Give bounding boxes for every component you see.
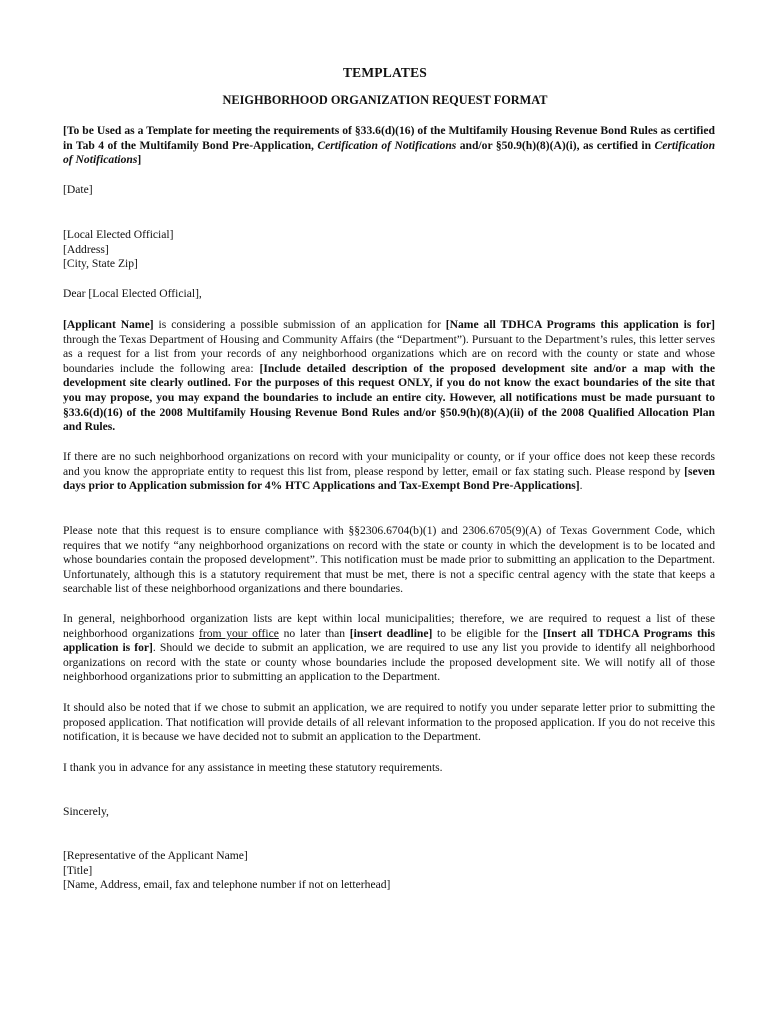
paragraph-lists (63, 612, 715, 685)
p4-text-1: In general, neighborhood organization lists are kept within local municipalities; therefore, we are required to request a list of these neighborhood organizations (63, 612, 715, 640)
p4-text-2: no later than (278, 626, 350, 640)
paragraph-request (63, 318, 715, 435)
paragraph-no-organizations (63, 450, 715, 494)
intro-italic-1: Certification of Notifications (317, 138, 457, 152)
recipient-street: [Address] (63, 242, 109, 256)
document-subtitle: NEIGHBORHOOD ORGANIZATION REQUEST FORMAT (222, 93, 548, 107)
p2-text-2: . (579, 479, 583, 493)
recipient-city: [City, State Zip] (63, 257, 138, 271)
intro-text-1: [To be Used as a Template for meeting the requirements of §33.6(d)(16) of the Multifamily Housing Revenue Bond Rules as certified in Tab 4 of the Multifamily Bond Pre-Application, (63, 124, 715, 152)
document-title: TEMPLATES (342, 65, 428, 80)
date-placeholder: [Date] (63, 183, 93, 196)
signature-title: [Title] (63, 863, 93, 877)
p4-deadline: [insert deadline] (349, 626, 433, 640)
signature-contact: [Name, Address, email, fax and telephone number if not on letterhead] (63, 878, 391, 892)
p1-programs: [Name all TDHCA Programs this application is for] (445, 318, 716, 331)
p1-site-description: [Include detailed description of the proposed development site and/or a map with the development site clearly outlined. For the purposes of this request ONLY, if you do not know the exact boundaries of the site that you may propose, you may expand the boundaries to include an entire city. However, all notifications must be made pursuant to §33.6(d)(16) of the 2008 Multifamily Housing Revenue Bond Rules and/or §50.9(h)(8)(A)(ii) of the 2008 Qualified Allocation Plan and Rules. (63, 361, 715, 434)
salutation: Dear [Local Elected Official], (63, 287, 202, 300)
p4-text-3: to be eligible for the (432, 626, 543, 640)
intro-instructions (63, 124, 715, 168)
recipient-official: [Local Elected Official] (63, 228, 174, 241)
p2-text-1: If there are no such neighborhood organizations on record with your municipality or county, or if your office does not keep these records and you know the appropriate entity to request this list from, please respond by letter, email or fax stating such. Please respond by (63, 450, 715, 478)
recipient-address (63, 228, 715, 272)
paragraph-compliance: Please note that this request is to ensure compliance with §§2306.6704(b)(1) and 2306.6705(9)(A) of Texas Government Code, which requires that we notify “any neighborhood organizations on record with the state or county in which the development is to be located and whose boundaries contain the proposed development”. This notification must be made prior to submitting an application to the Department. Unfortunately, although this is a statutory requirement that must be met, there is not a specific central agency with the state that keeps a searchable list of these neighborhood organizations and there boundaries. (63, 524, 715, 596)
p1-text-2: through the Texas Department of Housing and Community Affairs (the “Department”). Pursuant to the Department’s rules, this letter serves as a request for a list from your records of any neighborhood organizations which are on record with the county or state and whose boundaries include the following area: (63, 332, 715, 375)
intro-text-2: and/or §50.9(h)(8)(A)(i), as certified in (456, 138, 655, 152)
p4-programs: [Insert all TDHCA Programs this application is for] (63, 626, 715, 655)
p1-text-1: is considering a possible submission of an application for (153, 318, 446, 331)
signature-block (63, 849, 715, 893)
signature-representative: [Representative of the Applicant Name] (63, 849, 248, 862)
intro-text-3: ] (137, 153, 142, 167)
closing: Sincerely, (63, 805, 109, 818)
intro-italic-2: Certification of Notifications (63, 138, 716, 167)
p4-underlined: from your office (198, 626, 279, 640)
p2-deadline: [seven days prior to Application submission for 4% HTC Applications and Tax-Exempt Bond Pre-Applications] (63, 464, 715, 493)
p1-applicant-name: [Applicant Name] (63, 318, 154, 331)
p4-text-4: . Should we decide to submit an application, we are required to use any list you provide to identify all neighborhood organizations on record with the state or county whose boundaries include the proposed development site. We will notify all of those neighborhood organizations prior to submitting an application to the Department. (63, 641, 715, 684)
paragraph-notification: It should also be noted that if we chose to submit an application, we are required to notify you under separate letter prior to submitting the proposed application. That notification will provide details of all relevant information to the proposed application. If you do not receive this notification, it is because we have decided not to submit an application to the Department. (63, 701, 715, 744)
paragraph-thanks: I thank you in advance for any assistance in meeting these statutory requirements. (63, 761, 443, 774)
